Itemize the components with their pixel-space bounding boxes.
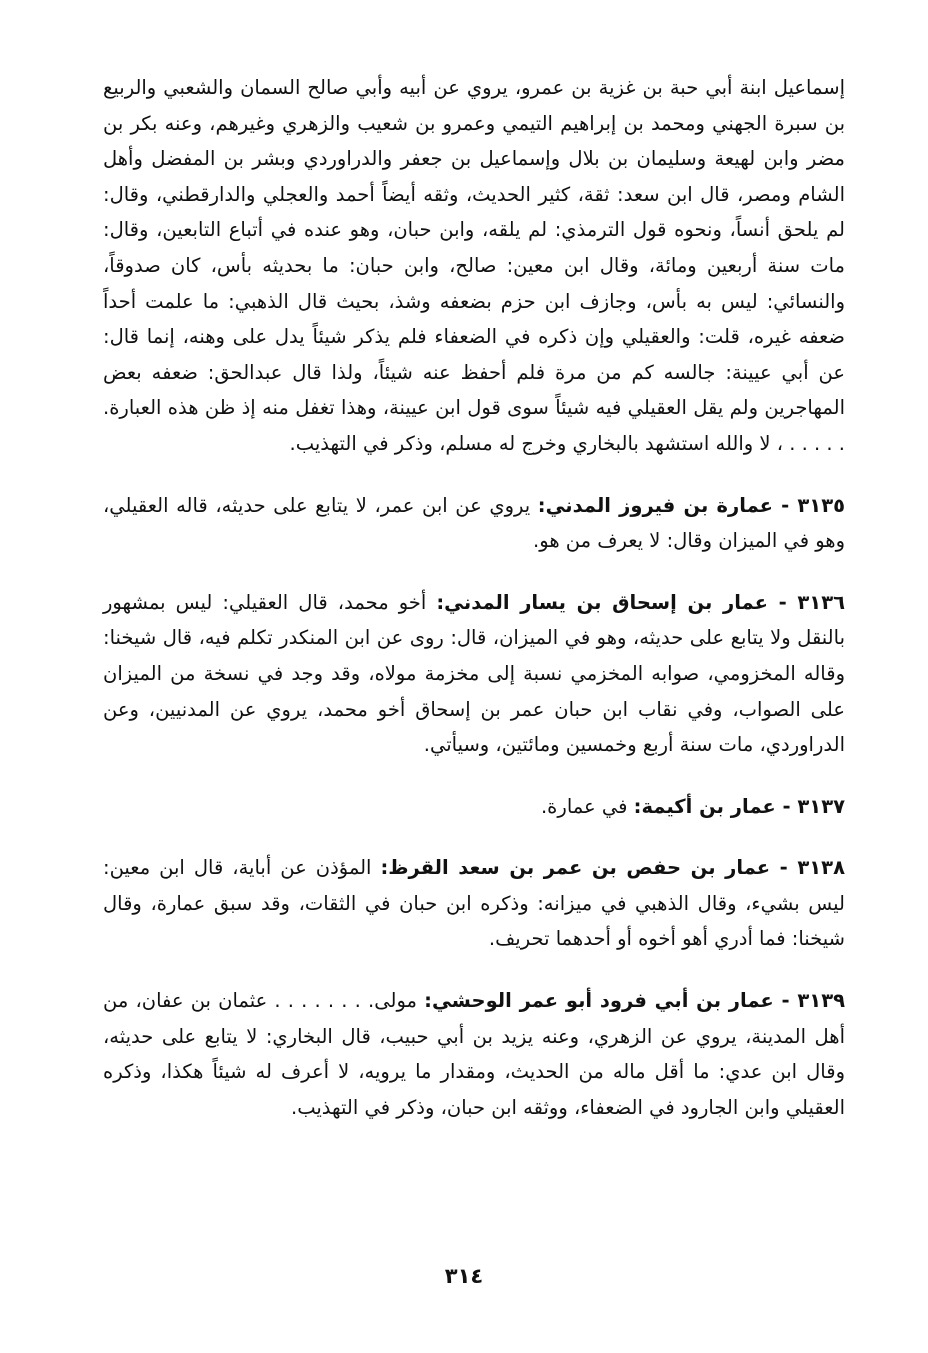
- entry-heading: ٣١٣٩ - عمار بن أبي فرود أبو عمر الوحشي:: [424, 989, 845, 1013]
- entry-heading: ٣١٣٨ - عمار بن حفص بن عمر بن سعد القرظ:: [380, 856, 845, 880]
- entry-text: يروي عن ابن عمر، لا يتابع على حديثه، قاله العقيلي، وهو في الميزان وقال: لا يعرف من هو.: [103, 493, 845, 553]
- entry-heading: ٣١٣٥ - عمارة بن فيروز المدني:: [537, 493, 845, 517]
- entry-text: في عمارة.: [540, 794, 634, 818]
- entry-3138: [103, 850, 845, 957]
- entry-3139: [103, 983, 845, 1125]
- entry-heading: ٣١٣٧ - عمار بن أكيمة:: [633, 794, 845, 818]
- entry-3135: [103, 488, 845, 559]
- intro-paragraph: إسماعيل ابنة أبي حبة بن غزية بن عمرو، يروي عن أبيه وأبي صالح السمان والشعبي والربيع بن سبرة الجهني ومحمد بن إبراهيم التيمي وعمرو بن شعيب والزهري وغيرهم، وعنه بكر بن مضر وابن لهيعة وسليمان بن بلال وإسماعيل بن جعفر والدراوردي وبشر بن المفضل وأهل الشام ومصر، قال ابن سعد: ثقة، كثير الحديث، وثقه أيضاً أحمد والعجلي والدارقطني، وقال: لم يلحق أنساً، ونحوه قول الترمذي: لم يلقه، وابن حبان، وهو عنده في أتباع التابعين، وقال: مات سنة أربعين ومائة، وقال ابن معين: صالح، وابن حبان: ما بحديثه بأس، كان صدوقاً، والنسائي: ليس به بأس، وجازف ابن حزم بضعفه وشذ، بحيث قال الذهبي: ما علمت أحداً ضعفه غيره، قلت: والعقيلي وإن ذكره في الضعفاء فلم يذكر شيئاً يدل على وهنه، إنما قال: عن أبي عيينة: جالسه كم من مرة فلم أحفظ عنه شيئاً، ولذا قال عبدالحق: ضعفه بعض المهاجرين ولم يقل العقيلي فيه شيئاً سوى قول ابن عيينة، وهذا تغفل منه إذ ظن هذه العبارة. . . . . . ، لا والله استشهد بالبخاري وخرج له مسلم، وذكر في التهذيب.: [103, 76, 845, 455]
- entry-heading: ٣١٣٦ - عمار بن إسحاق بن يسار المدني:: [436, 590, 845, 614]
- entry-3137: [103, 789, 845, 825]
- entry-text: أخو محمد، قال العقيلي: ليس بمشهور بالنقل ولا يتابع على حديثه، وهو في الميزان، قال: روى عن ابن المنكدر تكلم فيه، قال شيخنا: وقاله المخزومي، صوابه المخزمي نسبة إلى مخزمة مولاه، وقد وجد في نسخة من الميزان على الصواب، وفي نقاب ابن حبان عمر بن إسحاق أخو محمد، يروي عن المدنيين، وعن الدراوردي، مات سنة أربع وخمسين ومائتين، وسيأتي.: [103, 590, 845, 757]
- page-number: ٣١٤: [444, 1264, 484, 1288]
- page-body: [103, 70, 845, 1125]
- entry-3136: [103, 585, 845, 763]
- entry-text: المؤذن عن أباية، قال ابن معين: ليس بشيء، وقال الذهبي في ميزانه: وذكره ابن حبان في الثقات، وقد سبق عمارة، وقال شيخنا: فما أدري أهو أخوه أو أحدهما تحريف.: [103, 856, 845, 951]
- entry-text: مولى. . . . . . . . عثمان بن عفان، من أهل المدينة، يروي عن الزهري، وعنه يزيد بن أبي حبيب، قال البخاري: لا يتابع على حديثه، وقال ابن عدي: ما أقل ماله من الحديث، ومقدار ما يرويه، لا أعرف له شيئاً هكذا، وذكره العقيلي وابن الجارود في الضعفاء، ووثقه ابن حبان، وذكر في التهذيب.: [103, 989, 845, 1119]
